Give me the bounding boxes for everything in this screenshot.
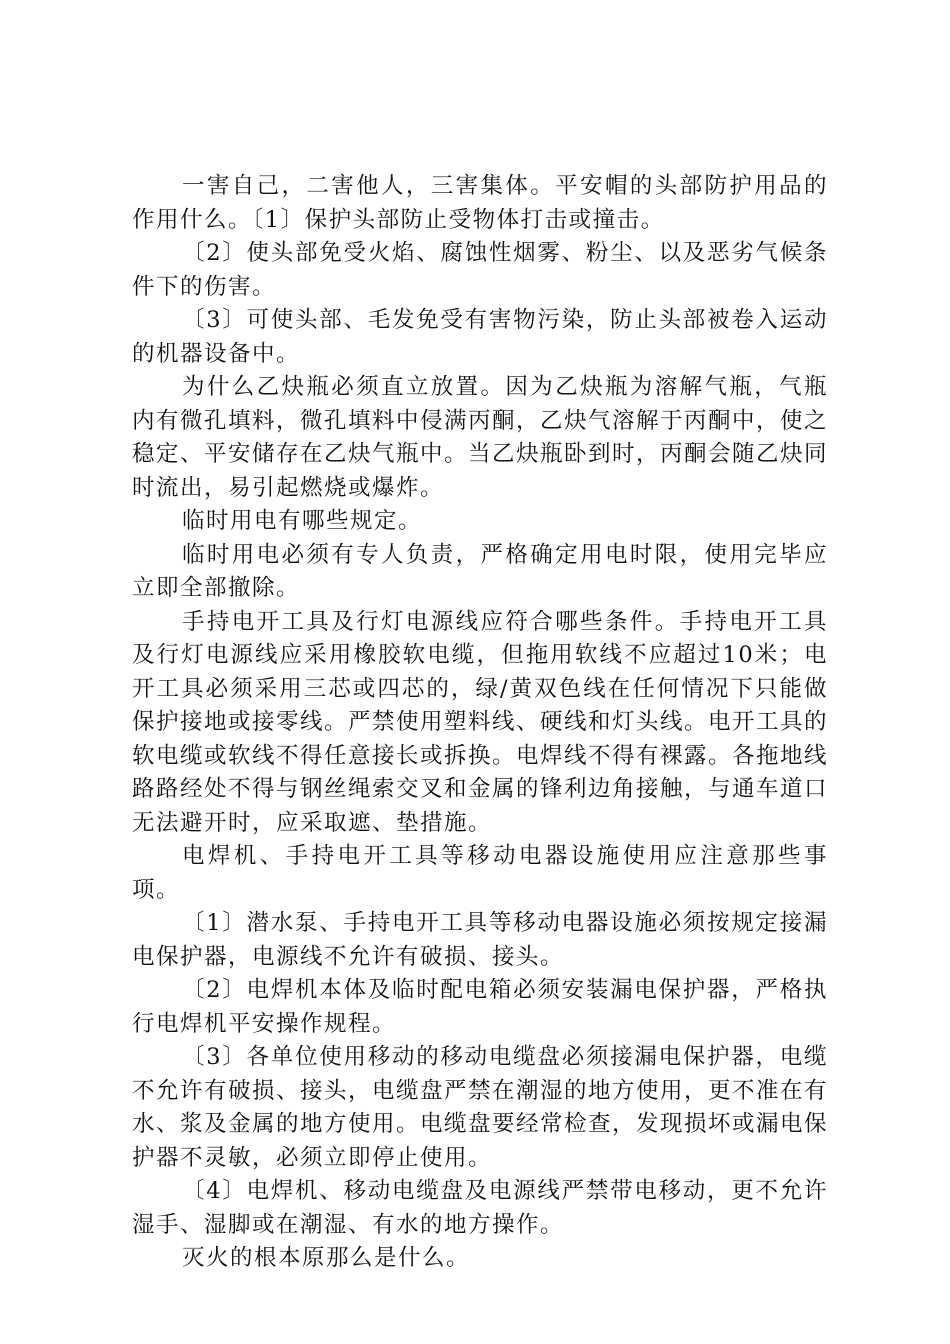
paragraph-mobile-equipment-point-2: 〔2〕电焊机本体及临时配电箱必须安装漏电保护器，严格执行电焊机平安操作规程。 <box>132 977 828 1037</box>
paragraph-acetylene-upright: 为什么乙炔瓶必须直立放置。因为乙炔瓶为溶解气瓶，气瓶内有微孔填料，微孔填料中侵满丙酮，乙炔气溶解于丙酮中，使之稳定、平安储存在乙炔气瓶中。当乙炔瓶卧到时，丙酮会随乙炔同时流出，易引起燃烧或爆炸。 <box>132 374 829 501</box>
paragraph-mobile-equipment-point-1: 〔1〕潜水泵、手持电开工具等移动电器设施必须按规定接漏电保护器，电源线不允许有破损、接头。 <box>132 910 828 970</box>
document-body <box>132 170 828 1276</box>
paragraph-mobile-equipment-point-4: 〔4〕电焊机、移动电缆盘及电源线严禁带电移动，更不允许湿手、湿脚或在潮湿、有水的地方操作。 <box>132 1178 828 1238</box>
paragraph-temp-power-answer: 临时用电必须有专人负责，严格确定用电时限，使用完毕应立即全部撤除。 <box>132 541 828 601</box>
paragraph-helmet-point-3: 〔3〕可使头部、毛发免受有害物污染，防止头部被卷入运动的机器设备中。 <box>132 307 828 367</box>
paragraph-power-tools-cables: 手持电开工具及行灯电源线应符合哪些条件。手持电开工具及行灯电源线应采用橡胶软电缆，但拖用软线不应超过10米；电开工具必须采用三芯或四芯的，绿/黄双色线在任何情况下只能做保护接地或接零线。严禁使用塑料线、硬线和灯头线。电开工具的软电缆或软线不得任意接长或拆换。电焊线不得有裸露。各拖地线路路经处不得与钢丝绳索交叉和金属的锋利边角接触，与通车道口无法避开时，应采取遮、垫措施。 <box>132 608 829 836</box>
paragraph-mobile-equipment-point-3: 〔3〕各单位使用移动的移动电缆盘必须接漏电保护器，电缆不允许有破损、接头，电缆盘严禁在潮湿的地方使用，更不准在有水、浆及金属的地方使用。电缆盘要经常检查，发现损坏或漏电保护器不灵敏，必须立即停止使用。 <box>132 1044 829 1171</box>
paragraph-helmet-intro: 一害自己，二害他人，三害集体。平安帽的头部防护用品的作用什么。〔1〕保护头部防止受物体打击或撞击。 <box>132 173 828 233</box>
paragraph-fire-principle-question: 灭火的根本原那么是什么。 <box>182 1245 471 1271</box>
paragraph-helmet-point-2: 〔2〕使头部免受火焰、腐蚀性烟雾、粉尘、以及恶劣气候条件下的伤害。 <box>132 240 828 300</box>
paragraph-temp-power-question: 临时用电有哪些规定。 <box>182 508 423 534</box>
paragraph-mobile-equipment-question: 电焊机、手持电开工具等移动电器设施使用应注意那些事项。 <box>132 843 828 903</box>
